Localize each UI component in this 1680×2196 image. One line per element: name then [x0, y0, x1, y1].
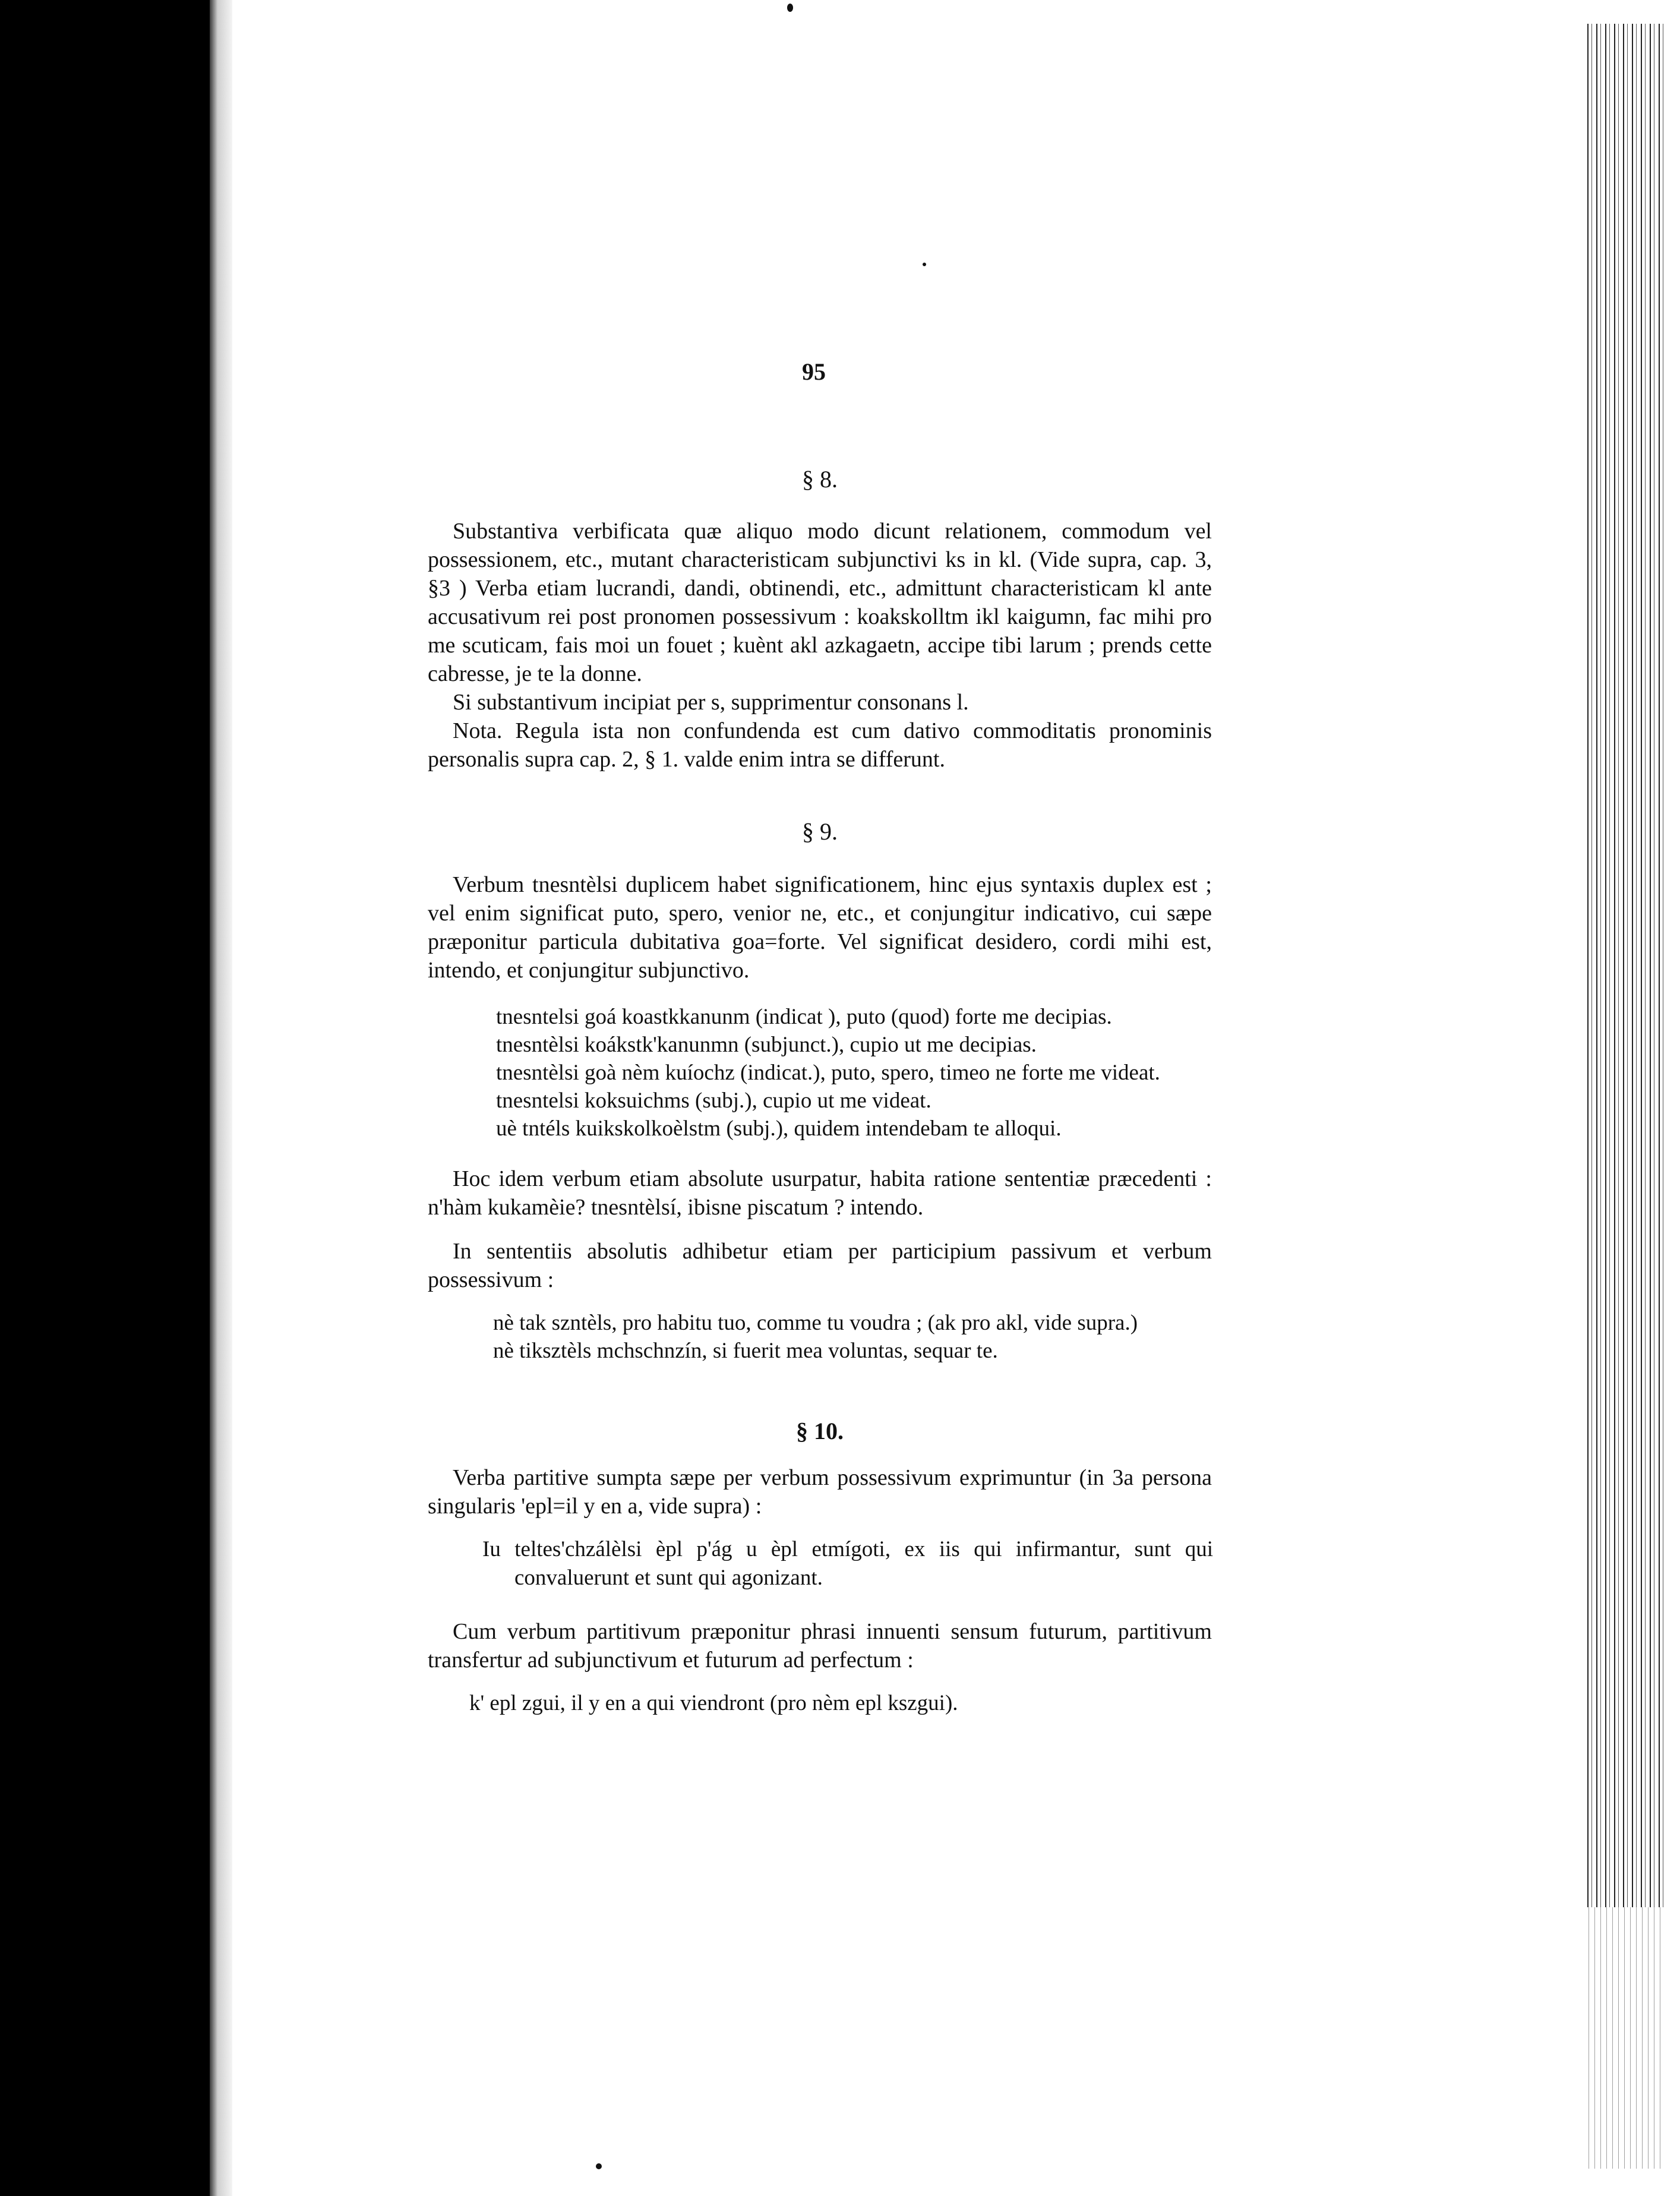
example-line: tnesntèlsi goà nèm kuíochz (indicat.), puto, spero, timeo ne forte me videat.	[496, 1061, 1160, 1085]
section-9-paragraph-2	[428, 1165, 1212, 1222]
section-10-example-text: Iu teltes'chzálèlsi èpl p'ág u èpl etmígoti, ex iis qui infirmantur, sunt qui convaluerunt et sunt qui agonizant.	[482, 1537, 1213, 1590]
section-heading-9: § 9.	[802, 818, 838, 845]
section-10-paragraph-1	[428, 1463, 1212, 1520]
section-heading-8: § 8.	[802, 466, 838, 493]
ink-speck	[787, 4, 793, 12]
section-8-paragraph-1: Substantiva verbificata quæ aliquo modo dicunt relationem, commodum vel possessionem, etc., mutant characteristicam subjunctivi ks in kl. (Vide supra, cap. 3, §3 ) Verba etiam lucrandi, dandi, obtinendi, etc., admittunt characteristicam kl ante accusativum rei post pronomen possessivum : koakskolltm ikl kaigumn, fac mihi pro me scuticam, fais moi un fouet ; kuènt akl azkagaetn, accipe tibi larum ; prends cette cabresse, je te la donne.	[428, 519, 1212, 686]
example-line: nè tiksztèls mchschnzín, si fuerit mea voluntas, sequar te.	[493, 1339, 998, 1363]
scan-border-right	[1663, 0, 1680, 2196]
section-10-example	[482, 1535, 1213, 1592]
page-gutter-shadow	[210, 0, 232, 2196]
section-9-examples-2	[493, 1309, 1138, 1365]
section-9-text-3: In sententiis absolutis adhibetur etiam per participium passivum et verbum possessivum :	[428, 1239, 1212, 1292]
page-edges-right	[1583, 24, 1663, 1907]
ink-speck	[923, 263, 926, 266]
example-line: nè tak szntèls, pro habitu tuo, comme tu voudra ; (ak pro akl, vide supra.)	[493, 1311, 1138, 1335]
section-9-text-1: Verbum tnesntèlsi duplicem habet significationem, hinc ejus syntaxis duplex est ; vel enim significat puto, spero, venior ne, etc., et conjungitur indicativo, cui sæpe præponitur particula dubitativa goa=forte. Vel significat desidero, cordi mihi est, intendo, et conjungitur subjunctivo.	[428, 872, 1212, 983]
example-line: tnesntelsi goá koastkkanunm (indicat ), puto (quod) forte me decipias.	[496, 1005, 1112, 1029]
section-10-text-1: Verba partitive sumpta sæpe per verbum possessivum exprimuntur (in 3a persona singularis 'epl=il y en a, vide supra) :	[428, 1465, 1212, 1519]
section-9-examples	[496, 1003, 1160, 1143]
section-heading-10: § 10.	[796, 1418, 844, 1444]
section-9-text-2: Hoc idem verbum etiam absolute usurpatur, habita ratione sententiæ præcedenti : n'hàm kukamèie? tnesntèlsí, ibisne piscatum ? intendo.	[428, 1166, 1212, 1220]
scan-border-left	[0, 0, 193, 2196]
section-8-paragraph-3: Nota. Regula ista non confundenda est cum dativo commoditatis pronominis personalis supra cap. 2, § 1. valde enim intra se differunt.	[428, 718, 1212, 772]
book-edge	[193, 0, 210, 2196]
section-10-paragraph-2	[428, 1617, 1212, 1674]
section-10-final-example	[469, 1689, 958, 1717]
section-9-paragraph-1	[428, 870, 1212, 985]
example-line: tnesntèlsi koákstk'kanunmn (subjunct.), cupio ut me decipias.	[496, 1033, 1037, 1057]
example-line: tnesntelsi koksuichms (subj.), cupio ut me videat.	[496, 1088, 931, 1113]
section-8-body	[428, 517, 1212, 774]
section-8-paragraph-2: Si substantivum incipiat per s, supprimentur consonans l.	[453, 690, 969, 715]
page-edges-right-lower	[1583, 1907, 1663, 2169]
example-line: k' epl zgui, il y en a qui viendront (pro nèm epl kszgui).	[469, 1691, 958, 1715]
example-line: uè tntéls kuikskolkoèlstm (subj.), quidem intendebam te alloqui.	[496, 1116, 1062, 1141]
section-10-text-2: Cum verbum partitivum præponitur phrasi innuenti sensum futurum, partitivum transfertur ad subjunctivum et futurum ad perfectum :	[428, 1619, 1212, 1673]
section-9-paragraph-3	[428, 1237, 1212, 1294]
page-number: 95	[802, 358, 826, 385]
ink-speck	[596, 2163, 602, 2169]
